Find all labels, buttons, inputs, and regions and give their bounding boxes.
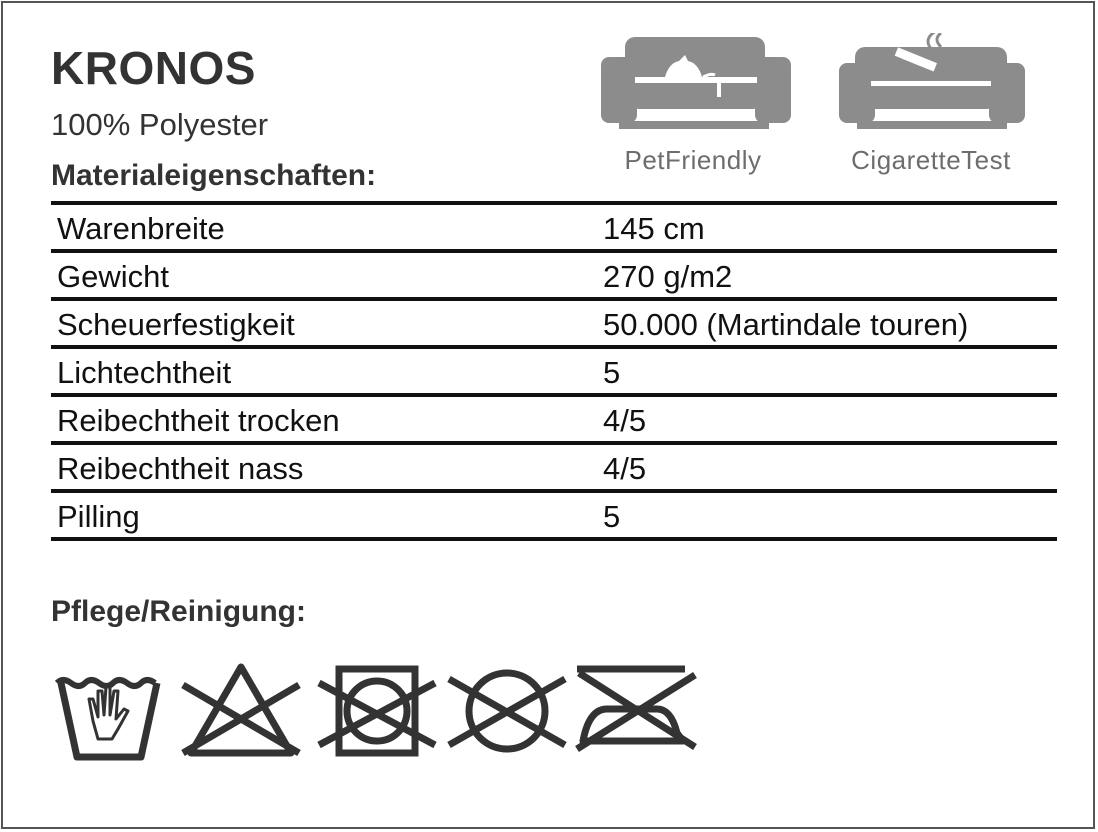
table-row [51,441,1057,489]
table-row [51,345,1057,393]
product-card [1,1,1095,829]
table-row [51,393,1057,441]
cigarette-test-label: CigaretteTest [851,145,1011,175]
property-name: Gewicht [57,259,169,294]
sofa-cat-icon [595,33,791,143]
table-row [51,489,1057,541]
table-row [51,201,1057,249]
hand-wash-icon [53,661,165,761]
property-name: Scheuerfestigkeit [57,307,295,342]
no-dry-clean-icon [445,661,569,761]
care-heading: Pflege/Reinigung: [51,595,306,628]
pet-friendly-badge [595,33,791,183]
no-tumble-dry-icon [315,661,439,761]
sofa-cigarette-icon [833,33,1029,143]
product-material: 100% Polyester [51,107,269,142]
property-value: 4/5 [603,451,647,486]
product-name: KRONOS [51,42,256,94]
property-name: Pilling [57,499,140,534]
no-bleach-icon [179,661,303,761]
table-row [51,249,1057,297]
table-row [51,297,1057,345]
properties-table [51,201,1057,541]
property-name: Reibechtheit trocken [57,403,340,438]
pet-friendly-label: PetFriendly [624,145,762,175]
property-value: 4/5 [603,403,647,438]
property-value: 5 [603,355,621,390]
property-value: 50.000 (Martindale touren) [603,307,969,342]
property-value: 270 g/m2 [603,259,733,294]
cigarette-test-badge [833,33,1029,183]
properties-heading: Materialeigenschaften: [51,159,377,192]
property-name: Lichtechtheit [57,355,232,390]
no-iron-icon [573,661,699,761]
property-value: 145 cm [603,211,705,246]
property-value: 5 [603,499,621,534]
property-name: Reibechtheit nass [57,451,304,486]
property-name: Warenbreite [57,211,225,246]
